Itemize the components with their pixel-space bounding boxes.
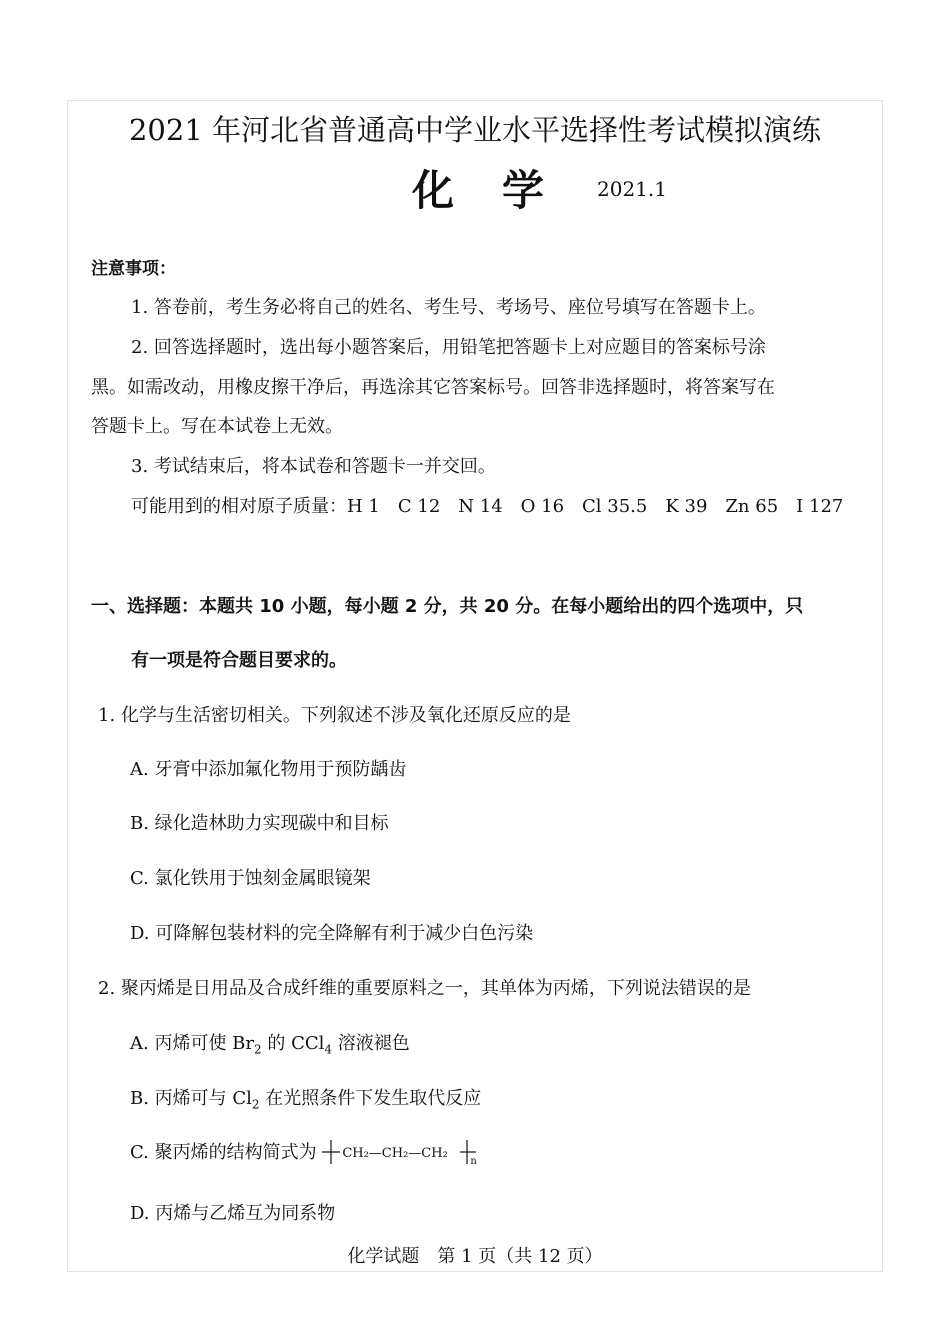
question-2-stem: 2. 聚丙烯是日用品及合成纤维的重要原料之一，其单体为丙烯，下列说法错误的是: [98, 978, 751, 999]
notice-item-2-line-2: 黑。如需改动，用橡皮擦干净后，再选涂其它答案标号。回答非选择题时，将答案写在: [91, 377, 775, 398]
option-a-text-post: 溶液褪色: [332, 1033, 410, 1054]
section-heading-line-1: 一、选择题：本题共 10 小题，每小题 2 分，共 20 分。在每小题给出的四个选项中，只: [91, 596, 804, 617]
question-2-option-a: [130, 1029, 410, 1057]
question-1-stem: 1. 化学与生活密切相关。下列叙述不涉及氧化还原反应的是: [98, 705, 571, 726]
option-a-text-pre: A. 丙烯可使 Br: [130, 1033, 254, 1054]
atomic-masses: 可能用到的相对原子质量：H 1 C 12 N 14 O 16 Cl 35.5 K 39 Zn 65 I 127: [131, 496, 844, 517]
section-heading-line-2: 有一项是符合题目要求的。: [131, 650, 347, 671]
page-footer: 化学试题 第 1 页（共 12 页）: [347, 1246, 603, 1267]
subject-title: 化学: [412, 166, 593, 215]
notice-item-2-line-1: 2. 回答选择题时，选出每小题答案后，用铅笔把答题卡上对应题目的答案标号涂: [131, 337, 766, 358]
question-1-option-c: C. 氯化铁用于蚀刻金属眼镜架: [130, 868, 371, 889]
question-2-option-b: [130, 1084, 481, 1112]
option-b-subscript: 2: [251, 1097, 260, 1112]
polymer-bracket-icon: [320, 1138, 480, 1168]
polymer-structure-formula: [322, 1145, 482, 1167]
notice-item-3: 3. 考试结束后，将本试卷和答题卡一并交回。: [131, 456, 496, 477]
question-1-option-a: A. 牙膏中添加氟化物用于预防龋齿: [130, 759, 407, 780]
exam-title: 2021 年河北省普通高中学业水平选择性考试模拟演练: [128, 113, 822, 147]
question-2-option-d: D. 丙烯与乙烯互为同系物: [130, 1203, 336, 1224]
option-b-text-pre: B. 丙烯可与 Cl: [130, 1088, 252, 1109]
exam-date: 2021.1: [597, 177, 667, 201]
option-a-subscript-2: 4: [324, 1042, 333, 1057]
option-b-text-post: 在光照条件下发生取代反应: [259, 1088, 482, 1109]
notice-item-2-line-3: 答题卡上。写在本试卷上无效。: [91, 416, 343, 437]
polymer-subscript-n: n: [470, 1155, 477, 1167]
question-1-option-d: D. 可降解包装材料的完全降解有利于减少白色污染: [130, 923, 534, 944]
notice-item-1: 1. 答卷前，考生务必将自己的姓名、考生号、考场号、座位号填写在答题卡上。: [131, 297, 766, 318]
option-c-text-pre: C. 聚丙烯的结构简式为: [130, 1142, 317, 1163]
question-1-option-b: B. 绿化造林助力实现碳中和目标: [130, 813, 389, 834]
notice-heading: 注意事项：: [91, 259, 176, 279]
polymer-repeat-unit: CH₂—CH₂—CH₂: [342, 1145, 448, 1161]
option-a-text-mid: 的 CCl: [261, 1033, 325, 1054]
option-a-subscript-1: 2: [254, 1042, 262, 1057]
question-2-option-c: [130, 1138, 482, 1167]
